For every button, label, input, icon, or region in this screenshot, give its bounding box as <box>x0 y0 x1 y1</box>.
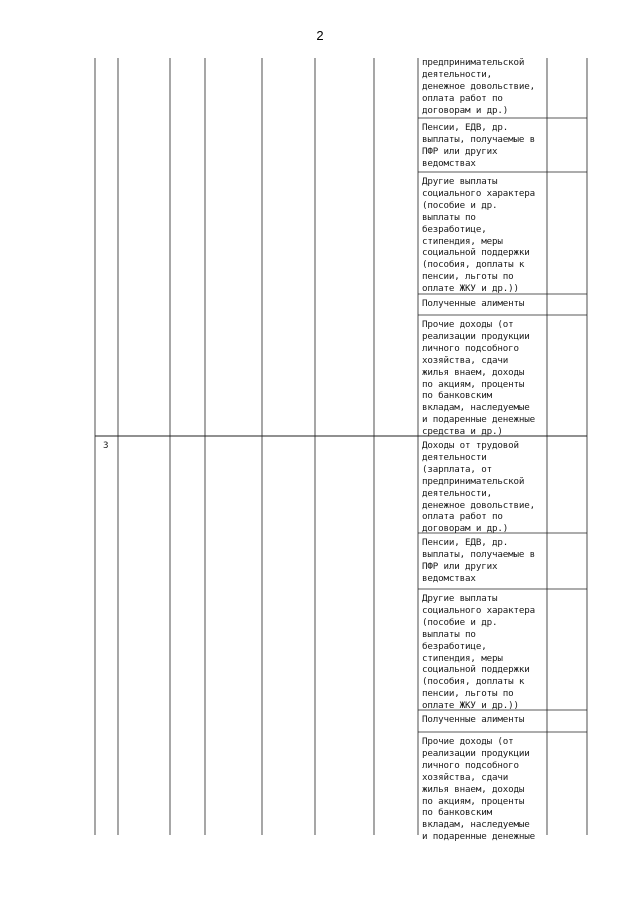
income-cell-line: Прочие доходы (от <box>422 736 514 747</box>
income-cell-line: выплаты по <box>422 211 476 223</box>
income-cell-line: договорам и др.) <box>422 523 509 535</box>
income-cell-line: выплаты по <box>422 628 476 640</box>
income-cell-line: оплата работ по <box>422 92 503 104</box>
income-cell-line: ведомствах <box>422 572 476 584</box>
income-cell-line: социальной поддержки <box>422 247 530 259</box>
income-cell-line: по акциям, проценты <box>422 378 525 390</box>
income-cell-line: стипендия, меры <box>422 652 503 664</box>
income-cell-line: Другие выплаты <box>422 176 498 187</box>
income-cell-line: денежное довольствие, <box>422 499 536 511</box>
row-number: 3 <box>103 440 109 451</box>
income-cell-line: Полученные алименты <box>422 298 525 309</box>
income-cell-line: и подаренные денежные <box>422 831 536 843</box>
income-cell-line: деятельности, <box>422 68 492 80</box>
income-cell-line: социального характера <box>422 604 536 616</box>
income-cell-line: реализации продукции <box>422 747 530 759</box>
income-cell-line: предпринимательской <box>422 57 525 68</box>
income-cell-line: хозяйства, сдачи <box>422 354 509 366</box>
page-number: 2 <box>316 28 324 43</box>
income-cell-line: Пенсии, ЕДВ, др. <box>422 122 509 133</box>
income-cell-line: стипендия, меры <box>422 235 503 247</box>
income-cell-line: Доходы от трудовой <box>422 440 519 451</box>
income-cell-line: ПФР или других <box>422 145 498 157</box>
income-cell-line: (пособия, доплаты к <box>422 259 525 271</box>
income-cell-line: выплаты, получаемые в <box>422 133 536 145</box>
income-cell-line: (пособия, доплаты к <box>422 676 525 688</box>
income-cell-line: деятельности <box>422 451 487 463</box>
income-cell-line: вкладам, наследуемые <box>422 819 530 831</box>
income-cell-line: ПФР или других <box>422 560 498 572</box>
income-cell-line: хозяйства, сдачи <box>422 771 509 783</box>
income-cell-line: социального характера <box>422 187 536 199</box>
income-cell-line: ведомствах <box>422 157 476 169</box>
income-cell-line: (пособие и др. <box>422 199 498 211</box>
income-cell-line: вкладам, наследуемые <box>422 402 530 414</box>
income-cell-line: реализации продукции <box>422 330 530 342</box>
income-cell-line: оплате ЖКУ и др.)) <box>422 283 519 295</box>
income-cell-line: выплаты, получаемые в <box>422 548 536 560</box>
income-cell-line: средства и др.) <box>422 426 503 438</box>
income-cell-line: Пенсии, ЕДВ, др. <box>422 537 509 548</box>
income-cell-line: личного подсобного <box>422 342 519 354</box>
income-cell-line: предпринимательской <box>422 475 525 487</box>
income-cell-line: безработице, <box>422 640 487 652</box>
income-cell-line: пенсии, льготы по <box>422 271 514 283</box>
income-cell-line: договорам и др.) <box>422 104 509 116</box>
income-cell-line: оплате ЖКУ и др.)) <box>422 700 519 712</box>
income-cell-line: пенсии, льготы по <box>422 688 514 700</box>
income-cell-line: денежное довольствие, <box>422 80 536 92</box>
income-cell-line: по акциям, проценты <box>422 795 525 807</box>
income-cell-line: Другие выплаты <box>422 593 498 604</box>
income-cell-line: и подаренные денежные <box>422 414 536 426</box>
income-cell-line: социальной поддержки <box>422 664 530 676</box>
income-cell-line: безработице, <box>422 223 487 235</box>
income-cell-line: Полученные алименты <box>422 714 525 725</box>
income-cell-line: (пособие и др. <box>422 616 498 628</box>
income-cell-line: оплата работ по <box>422 511 503 523</box>
income-cell-line: жилья внаем, доходы <box>422 366 525 378</box>
income-cell-line: жилья внаем, доходы <box>422 783 525 795</box>
income-cell-line: (зарплата, от <box>422 463 492 475</box>
income-cell-line: личного подсобного <box>422 759 519 771</box>
income-cell-line: по банковским <box>422 807 492 819</box>
income-cell-line: по банковским <box>422 390 492 402</box>
income-cell-line: Прочие доходы (от <box>422 319 514 330</box>
income-cell-line: деятельности, <box>422 487 492 499</box>
